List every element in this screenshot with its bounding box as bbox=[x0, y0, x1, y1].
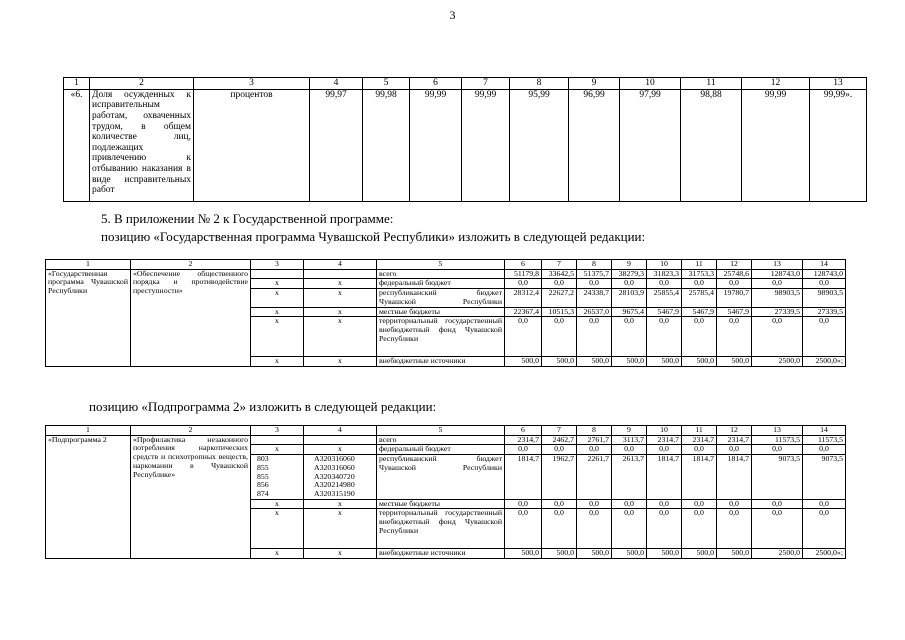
value-cell: 0,0 bbox=[647, 279, 682, 289]
value-cell: 1814,7 bbox=[717, 455, 752, 500]
value-cell: 2314,7 bbox=[682, 435, 717, 445]
grbs-cell: х bbox=[251, 509, 304, 549]
value-cell: 0,0 bbox=[803, 509, 846, 549]
table-row bbox=[46, 435, 846, 445]
value-cell: 500,0 bbox=[577, 357, 612, 367]
value-cell: 24338,7 bbox=[577, 289, 612, 307]
source-cell: федеральный бюджет bbox=[377, 445, 505, 455]
value-cell: 11573,5 bbox=[752, 435, 803, 445]
header-cell: 3 bbox=[251, 260, 304, 270]
header-cell: 5 bbox=[363, 78, 410, 90]
value-cell: 0,0 bbox=[542, 509, 577, 549]
value-cell: 0,0 bbox=[612, 499, 647, 509]
value-cell: 0,0 bbox=[505, 279, 542, 289]
value-cell: 98,88 bbox=[681, 89, 742, 201]
value-cell: 9675,4 bbox=[612, 307, 647, 317]
grbs-cell: х bbox=[251, 279, 304, 289]
header-cell: 8 bbox=[577, 260, 612, 270]
value-cell: 0,0 bbox=[577, 445, 612, 455]
header-cell: 8 bbox=[510, 78, 569, 90]
value-cell: 99,97 bbox=[310, 89, 363, 201]
header-cell: 8 bbox=[577, 426, 612, 436]
header-cell: 11 bbox=[682, 426, 717, 436]
header-cell: 3 bbox=[251, 426, 304, 436]
value-cell: 0,0 bbox=[752, 317, 803, 357]
value-cell: 2261,7 bbox=[577, 455, 612, 500]
header-cell: 2 bbox=[131, 260, 251, 270]
value-cell: 25748,6 bbox=[717, 269, 752, 279]
header-cell: 10 bbox=[647, 260, 682, 270]
value-cell: 0,0 bbox=[542, 445, 577, 455]
value-cell: 2314,7 bbox=[717, 435, 752, 445]
unit-cell: процентов bbox=[194, 89, 310, 201]
value-cell: 99,99». bbox=[810, 89, 867, 201]
value-cell: 0,0 bbox=[717, 445, 752, 455]
value-cell: 0,0 bbox=[682, 509, 717, 549]
grbs-cell: х bbox=[251, 357, 304, 367]
value-cell: 2462,7 bbox=[542, 435, 577, 445]
value-cell: 0,0 bbox=[505, 499, 542, 509]
csr-cell: х bbox=[304, 307, 377, 317]
value-cell: 0,0 bbox=[803, 499, 846, 509]
value-cell: 0,0 bbox=[505, 445, 542, 455]
page-number: 3 bbox=[449, 8, 456, 22]
header-cell: 10 bbox=[620, 78, 681, 90]
value-cell: 0,0 bbox=[647, 499, 682, 509]
value-cell: 0,0 bbox=[682, 499, 717, 509]
header-cell: 12 bbox=[742, 78, 810, 90]
value-cell: 0,0 bbox=[682, 317, 717, 357]
value-cell: 2500,0 bbox=[752, 549, 803, 559]
header-cell: 11 bbox=[682, 260, 717, 270]
value-cell: 97,99 bbox=[620, 89, 681, 201]
subprogram-instruction: позицию «Подпрограмма 2» изложить в следующей редакции: bbox=[89, 399, 437, 414]
value-cell: 19780,7 bbox=[717, 289, 752, 307]
header-cell: 3 bbox=[194, 78, 310, 90]
header-cell: 12 bbox=[717, 426, 752, 436]
table-header-row bbox=[46, 426, 846, 436]
value-cell: 128743,0 bbox=[752, 269, 803, 279]
value-cell: 9073,5 bbox=[752, 455, 803, 500]
value-cell: 26537,0 bbox=[577, 307, 612, 317]
value-cell: 500,0 bbox=[717, 549, 752, 559]
source-cell: всего bbox=[377, 435, 505, 445]
header-cell: 5 bbox=[377, 426, 505, 436]
value-cell: 500,0 bbox=[612, 357, 647, 367]
value-cell: 25855,4 bbox=[647, 289, 682, 307]
value-cell: 99,99 bbox=[742, 89, 810, 201]
header-cell: 14 bbox=[803, 260, 846, 270]
value-cell: 11573,5 bbox=[803, 435, 846, 445]
value-cell: 2613,7 bbox=[612, 455, 647, 500]
value-cell: 98903,5 bbox=[803, 289, 846, 307]
value-cell: 0,0 bbox=[647, 445, 682, 455]
program-funding-table bbox=[45, 259, 846, 367]
csr-cell bbox=[304, 435, 377, 445]
value-cell: 33642,5 bbox=[542, 269, 577, 279]
source-cell: всего bbox=[377, 269, 505, 279]
grbs-cell: х bbox=[251, 499, 304, 509]
value-cell: 0,0 bbox=[717, 499, 752, 509]
header-cell: 1 bbox=[46, 260, 131, 270]
csr-cell: х bbox=[304, 289, 377, 307]
value-cell: 0,0 bbox=[803, 445, 846, 455]
value-cell: 51179,8 bbox=[505, 269, 542, 279]
header-cell: 5 bbox=[377, 260, 505, 270]
value-cell: 0,0 bbox=[717, 279, 752, 289]
program-title: «Обеспечение общественного порядка и противодействие преступности» bbox=[131, 269, 251, 366]
value-cell: 2500,0»; bbox=[803, 357, 846, 367]
grbs-cell: х bbox=[251, 289, 304, 307]
value-cell: 22627,2 bbox=[542, 289, 577, 307]
value-cell: 1814,7 bbox=[647, 455, 682, 500]
header-cell: 7 bbox=[542, 426, 577, 436]
header-cell: 13 bbox=[752, 260, 803, 270]
value-cell: 98903,5 bbox=[752, 289, 803, 307]
value-cell: 0,0 bbox=[577, 279, 612, 289]
value-cell: 128743,0 bbox=[803, 269, 846, 279]
value-cell: 0,0 bbox=[612, 509, 647, 549]
section-5-instruction: позицию «Государственная программа Чувашской Республики» изложить в следующей редакции: bbox=[101, 229, 646, 244]
header-cell: 11 bbox=[681, 78, 742, 90]
value-cell: 9073,5 bbox=[803, 455, 846, 500]
subprogram-funding-table bbox=[45, 425, 846, 559]
value-cell: 5467,9 bbox=[647, 307, 682, 317]
value-cell: 0,0 bbox=[752, 445, 803, 455]
value-cell: 0,0 bbox=[803, 279, 846, 289]
source-cell: местные бюджеты bbox=[377, 499, 505, 509]
csr-cell: х bbox=[304, 509, 377, 549]
table-row bbox=[64, 89, 867, 201]
header-cell: 9 bbox=[612, 426, 647, 436]
value-cell: 0,0 bbox=[647, 317, 682, 357]
value-cell: 500,0 bbox=[542, 357, 577, 367]
subprogram-name: «Подпрограмма 2 bbox=[46, 435, 131, 558]
value-cell: 0,0 bbox=[612, 445, 647, 455]
header-cell: 4 bbox=[304, 260, 377, 270]
value-cell: 95,99 bbox=[510, 89, 569, 201]
value-cell: 25785,4 bbox=[682, 289, 717, 307]
header-cell: 6 bbox=[410, 78, 462, 90]
header-cell: 6 bbox=[505, 426, 542, 436]
source-cell: территориальный государственный внебюджетный фонд Чувашской Республики bbox=[377, 317, 505, 357]
value-cell: 99,99 bbox=[462, 89, 510, 201]
value-cell: 0,0 bbox=[612, 317, 647, 357]
value-cell: 0,0 bbox=[612, 279, 647, 289]
value-cell: 0,0 bbox=[542, 317, 577, 357]
table-header-row bbox=[46, 260, 846, 270]
value-cell: 2500,0 bbox=[752, 357, 803, 367]
value-cell: 500,0 bbox=[612, 549, 647, 559]
grbs-cell: 803 855 855 856 874 bbox=[251, 455, 304, 500]
header-cell: 9 bbox=[612, 260, 647, 270]
value-cell: 99,98 bbox=[363, 89, 410, 201]
source-cell: федеральный бюджет bbox=[377, 279, 505, 289]
indicator-table bbox=[63, 77, 867, 202]
grbs-cell: х bbox=[251, 549, 304, 559]
grbs-cell: х bbox=[251, 317, 304, 357]
value-cell: 96,99 bbox=[569, 89, 620, 201]
grbs-cell bbox=[251, 269, 304, 279]
header-cell: 2 bbox=[131, 426, 251, 436]
value-cell: 0,0 bbox=[717, 509, 752, 549]
value-cell: 500,0 bbox=[647, 549, 682, 559]
subprogram-title: «Профилактика незаконного потребления наркотических средств и психотропных веществ, наркомании в Чувашской Республике» bbox=[131, 435, 251, 558]
header-cell: 14 bbox=[803, 426, 846, 436]
table-header-row bbox=[64, 78, 867, 90]
source-cell: местные бюджеты bbox=[377, 307, 505, 317]
header-cell: 7 bbox=[462, 78, 510, 90]
csr-cell: х bbox=[304, 549, 377, 559]
value-cell: 0,0 bbox=[577, 317, 612, 357]
header-cell: 4 bbox=[310, 78, 363, 90]
value-cell: 0,0 bbox=[542, 499, 577, 509]
value-cell: 99,99 bbox=[410, 89, 462, 201]
source-cell: внебюджетные источники bbox=[377, 357, 505, 367]
value-cell: 2314,7 bbox=[505, 435, 542, 445]
value-cell: 0,0 bbox=[577, 499, 612, 509]
value-cell: 0,0 bbox=[752, 509, 803, 549]
grbs-cell bbox=[251, 435, 304, 445]
value-cell: 27339,5 bbox=[752, 307, 803, 317]
value-cell: 10515,3 bbox=[542, 307, 577, 317]
value-cell: 5467,9 bbox=[682, 307, 717, 317]
value-cell: 500,0 bbox=[682, 357, 717, 367]
value-cell: 31823,3 bbox=[647, 269, 682, 279]
csr-cell: х bbox=[304, 499, 377, 509]
csr-cell: х bbox=[304, 445, 377, 455]
value-cell: 0,0 bbox=[505, 509, 542, 549]
source-cell: республиканский бюджет Чувашской Республики bbox=[377, 289, 505, 307]
value-cell: 500,0 bbox=[505, 549, 542, 559]
table-row bbox=[46, 269, 846, 279]
source-cell: территориальный государственный внебюджетный фонд Чувашской Республики bbox=[377, 509, 505, 549]
csr-cell: х bbox=[304, 317, 377, 357]
value-cell: 0,0 bbox=[803, 317, 846, 357]
value-cell: 2761,7 bbox=[577, 435, 612, 445]
value-cell: 38279,3 bbox=[612, 269, 647, 279]
value-cell: 500,0 bbox=[682, 549, 717, 559]
header-cell: 1 bbox=[46, 426, 131, 436]
value-cell: 3113,7 bbox=[612, 435, 647, 445]
value-cell: 0,0 bbox=[752, 499, 803, 509]
value-cell: 27339,5 bbox=[803, 307, 846, 317]
value-cell: 1962,7 bbox=[542, 455, 577, 500]
value-cell: 1814,7 bbox=[505, 455, 542, 500]
value-cell: 0,0 bbox=[682, 445, 717, 455]
source-cell: внебюджетные источники bbox=[377, 549, 505, 559]
value-cell: 500,0 bbox=[505, 357, 542, 367]
csr-cell: х bbox=[304, 357, 377, 367]
csr-cell: х bbox=[304, 279, 377, 289]
value-cell: 51375,7 bbox=[577, 269, 612, 279]
header-cell: 13 bbox=[810, 78, 867, 90]
value-cell: 500,0 bbox=[647, 357, 682, 367]
value-cell: 500,0 bbox=[542, 549, 577, 559]
value-cell: 500,0 bbox=[717, 357, 752, 367]
grbs-cell: х bbox=[251, 445, 304, 455]
indicator-name: Доля осужденных к исправительным работам, охваченных трудом, в общем количестве лиц, подлежащих привлечению к отбыванию наказания в виде исправительных работ bbox=[90, 89, 194, 201]
value-cell: 28312,4 bbox=[505, 289, 542, 307]
header-cell: 7 bbox=[542, 260, 577, 270]
value-cell: 2500,0»; bbox=[803, 549, 846, 559]
value-cell: 2314,7 bbox=[647, 435, 682, 445]
header-cell: 9 bbox=[569, 78, 620, 90]
value-cell: 28103,9 bbox=[612, 289, 647, 307]
value-cell: 500,0 bbox=[577, 549, 612, 559]
header-cell: 1 bbox=[64, 78, 90, 90]
value-cell: 5467,9 bbox=[717, 307, 752, 317]
value-cell: 22367,4 bbox=[505, 307, 542, 317]
value-cell: 1814,7 bbox=[682, 455, 717, 500]
value-cell: 0,0 bbox=[542, 279, 577, 289]
header-cell: 2 bbox=[90, 78, 194, 90]
value-cell: 0,0 bbox=[717, 317, 752, 357]
header-cell: 10 bbox=[647, 426, 682, 436]
header-cell: 6 bbox=[505, 260, 542, 270]
header-cell: 4 bbox=[304, 426, 377, 436]
value-cell: 0,0 bbox=[752, 279, 803, 289]
csr-cell: А320316060 А320316060 А320340720 А320214980 А320315190 bbox=[304, 455, 377, 500]
grbs-cell: х bbox=[251, 307, 304, 317]
source-cell: республиканский бюджет Чувашской Республики bbox=[377, 455, 505, 500]
section-5-heading: 5. В приложении № 2 к Государственной программе: bbox=[101, 211, 394, 226]
csr-cell bbox=[304, 269, 377, 279]
value-cell: 31753,3 bbox=[682, 269, 717, 279]
value-cell: 0,0 bbox=[647, 509, 682, 549]
header-cell: 12 bbox=[717, 260, 752, 270]
header-cell: 13 bbox=[752, 426, 803, 436]
row-number: «6. bbox=[64, 89, 90, 201]
value-cell: 0,0 bbox=[505, 317, 542, 357]
value-cell: 0,0 bbox=[682, 279, 717, 289]
program-name: «Государственная программа Чувашской Республики bbox=[46, 269, 131, 366]
value-cell: 0,0 bbox=[577, 509, 612, 549]
